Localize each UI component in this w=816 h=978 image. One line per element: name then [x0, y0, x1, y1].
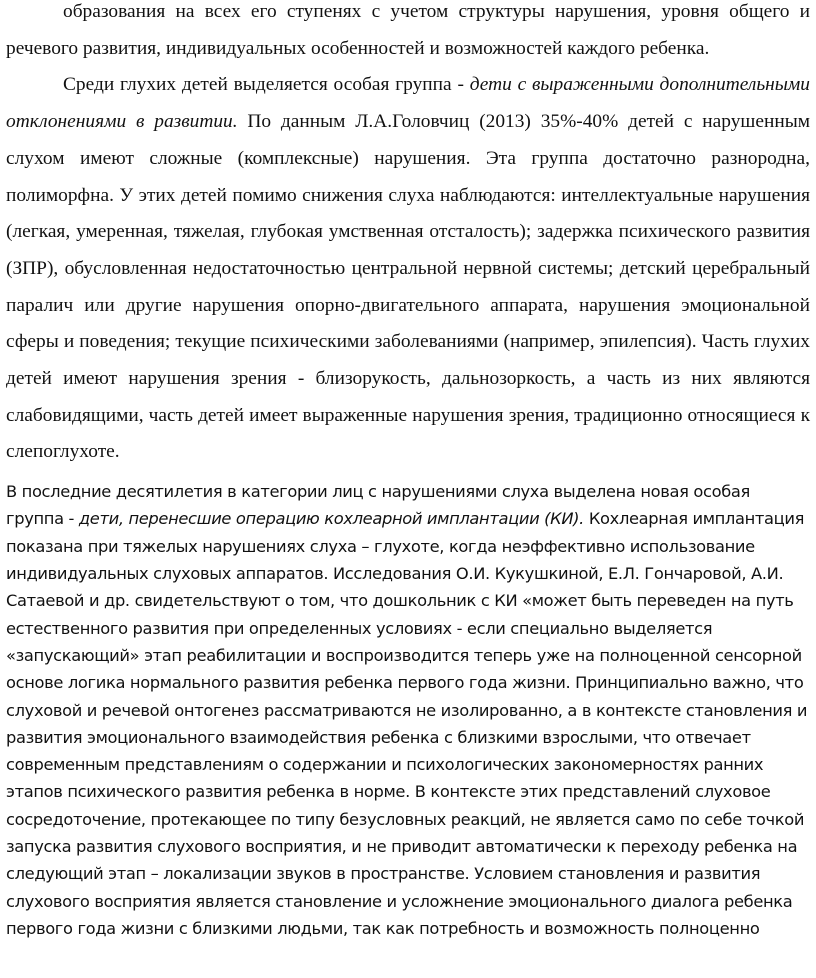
paragraph-deaf-children-group [6, 67, 810, 471]
paragraph-lead-text: В последние десятилетия в категории лиц с нарушениями слуха выделена новая особая группа - [6, 482, 750, 529]
sans-text-block [6, 478, 810, 942]
paragraph-body-text: Кохлеарная имплантация показана при тяжелых нарушениях слуха – глухоте, когда неэффективно использование индивидуальных слуховых аппаратов. Исследования О.И. Кукушкиной, Е.Л. Гончаровой, А.И. Сатаевой и др. свидетельствуют о том, что дошкольник с КИ «может быть переведен на путь естественного развития при определенных условиях - если специально выделяется «запускающий» этап реабилитации и воспроизводится теперь уже на полноценной сенсорной основе логика нормального развития ребенка первого года жизни. Принципиально важно, что слуховой и речевой онтогенез рассматриваются не изолированно, а в контексте становления и развития эмоционального взаимодействия ребенка с близкими взрослыми, что отвечает современным представлениям о содержании и психологических закономерностях ранних этапов психического развития ребенка в норме. В контексте этих представлений слуховое сосредоточение, протекающее по типу безусловных реакций, не является само по себе точкой запуска развития слухового восприятия, и не приводит автоматически к переходу ребенка на следующий этап – локализации звуков в пространстве. Условием становления и развития слухового восприятия является становление и усложнение эмоционального диалога ребенка первого года жизни с близкими людьми, так как потребность и возможность полноценно [6, 509, 808, 938]
paragraph-cochlear-implant [6, 478, 810, 942]
paragraph-continuation-text: образования на всех его ступенях с учетом структуры нарушения, уровня общего и речевого развития, индивидуальных особенностей и возможностей каждого ребенка. [6, 1, 810, 59]
serif-text-block [6, 0, 810, 471]
paragraph-lead-text: Среди глухих детей выделяется особая группа - [63, 74, 470, 96]
paragraph-continuation [6, 0, 810, 67]
paragraph-italic-term: дети с выраженными дополнительными отклонениями в развитии. [6, 74, 810, 133]
paragraph-italic-term: дети, перенесшие операцию кохлеарной имплантации (КИ). [78, 509, 585, 529]
paragraph-body-text: По данным Л.А.Головчиц (2013) 35%-40% детей с нарушенным слухом имеют сложные (комплексные) нарушения. Эта группа достаточно разнородна, полиморфна. У этих детей помимо снижения слуха наблюдаются: интеллектуальные нарушения (легкая, умеренная, тяжелая, глубокая умственная отсталость); задержка психического развития (ЗПР), обусловленная недостаточностью центральной нервной системы; детский церебральный паралич или другие нарушения опорно-двигательного аппарата, нарушения эмоциональной сферы и поведения; текущие психическими заболеваниями (например, эпилепсия). Часть глухих детей имеют нарушения зрения - близорукость, дальнозоркость, а часть из них являются слабовидящими, часть детей имеет выраженные нарушения зрения, традиционно относящиеся к слепоглухоте. [6, 111, 811, 463]
